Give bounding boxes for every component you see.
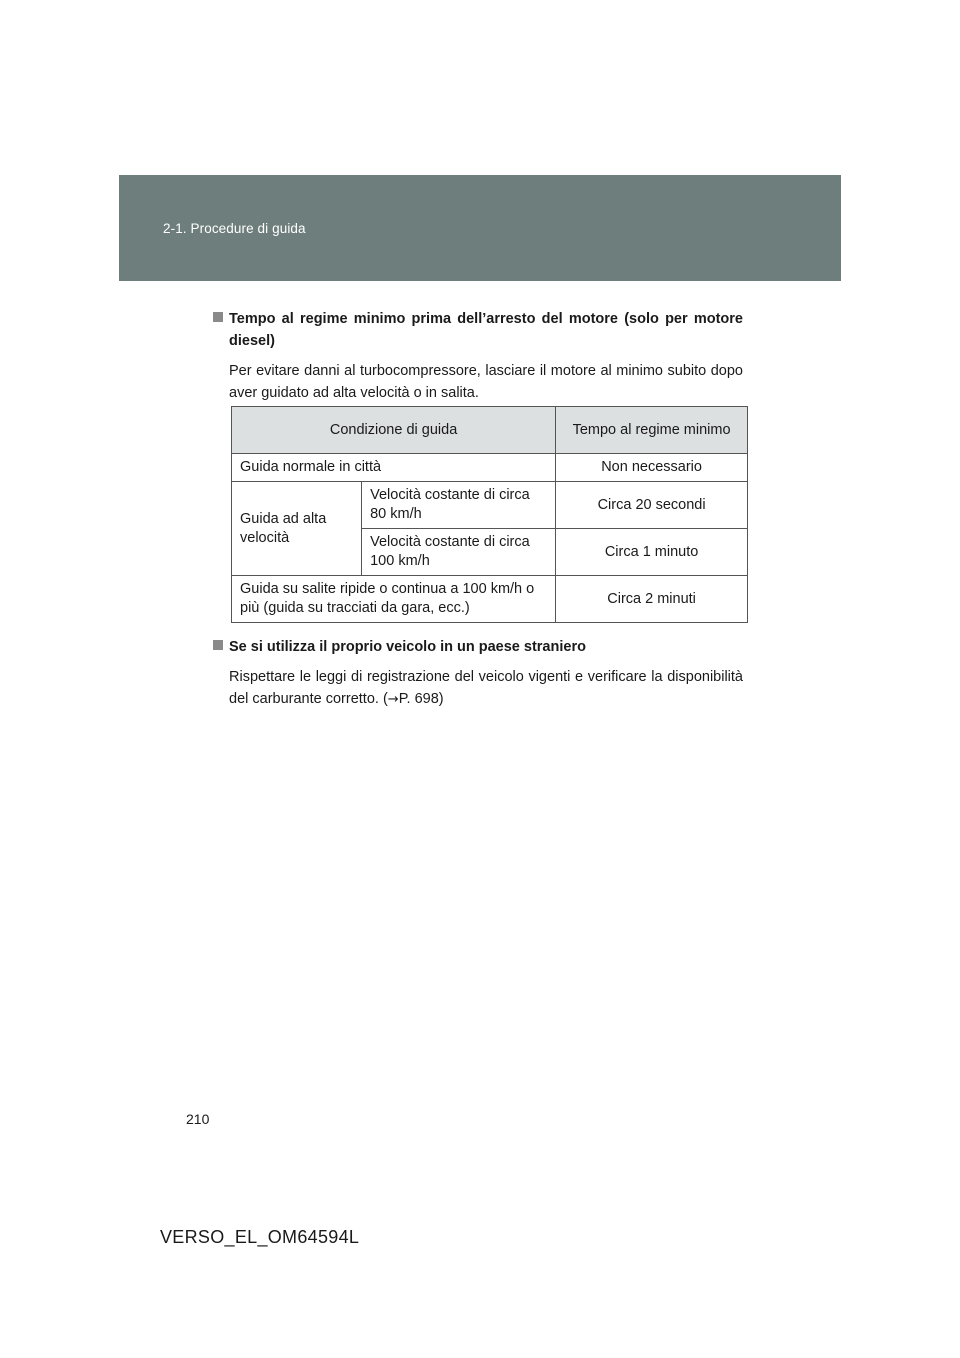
table-row (232, 576, 748, 623)
table-row (232, 482, 748, 529)
table-cell-condition: Velocità costante di circa 100 km/h (362, 529, 556, 576)
foreign-country-section (213, 636, 743, 711)
table-row (232, 454, 748, 482)
ref-open: ( (382, 691, 388, 707)
table-cell-condition: Guida su salite ripide o continua a 100 km/h o più (guida su tracciati da gara, ecc.) (232, 576, 556, 623)
table-cell-group: Guida ad alta velocità (232, 482, 362, 576)
table-header-condition: Condizione di guida (232, 407, 556, 454)
page-number: 210 (186, 1111, 210, 1127)
section-heading (213, 308, 743, 352)
arrow-right-icon: → (387, 692, 399, 707)
document-code: VERSO_EL_OM64594L (160, 1227, 360, 1247)
square-bullet-icon (213, 640, 223, 650)
heading-text: Tempo al regime minimo prima dell’arresto del motore (solo per motore diesel) (229, 311, 743, 349)
square-bullet-icon (213, 312, 223, 322)
section-body: Per evitare danni al turbocompressore, lasciare il motore al minimo subito dopo aver guidato ad alta velocità o in salita. (229, 363, 743, 401)
section-breadcrumb: 2-1. Procedure di guida (163, 221, 306, 236)
idle-time-table (231, 406, 748, 623)
table-cell-condition: Guida normale in città (232, 454, 556, 482)
section-body (213, 666, 743, 711)
table-cell-time: Circa 1 minuto (556, 529, 748, 576)
body-text: Rispettare le leggi di registrazione del veicolo vigenti e verificare la disponibilità del carburante corretto. (229, 669, 743, 707)
table-header-time: Tempo al regime minimo (556, 407, 748, 454)
heading-text: Se si utilizza il proprio veicolo in un paese straniero (229, 639, 586, 655)
section-heading (213, 636, 743, 658)
table-cell-condition: Velocità costante di circa 80 km/h (362, 482, 556, 529)
table-cell-time: Circa 20 secondi (556, 482, 748, 529)
table-cell-time: Non necessario (556, 454, 748, 482)
page-reference: P. 698) (398, 691, 444, 707)
table-cell-time: Circa 2 minuti (556, 576, 748, 623)
idle-time-section (213, 308, 743, 404)
